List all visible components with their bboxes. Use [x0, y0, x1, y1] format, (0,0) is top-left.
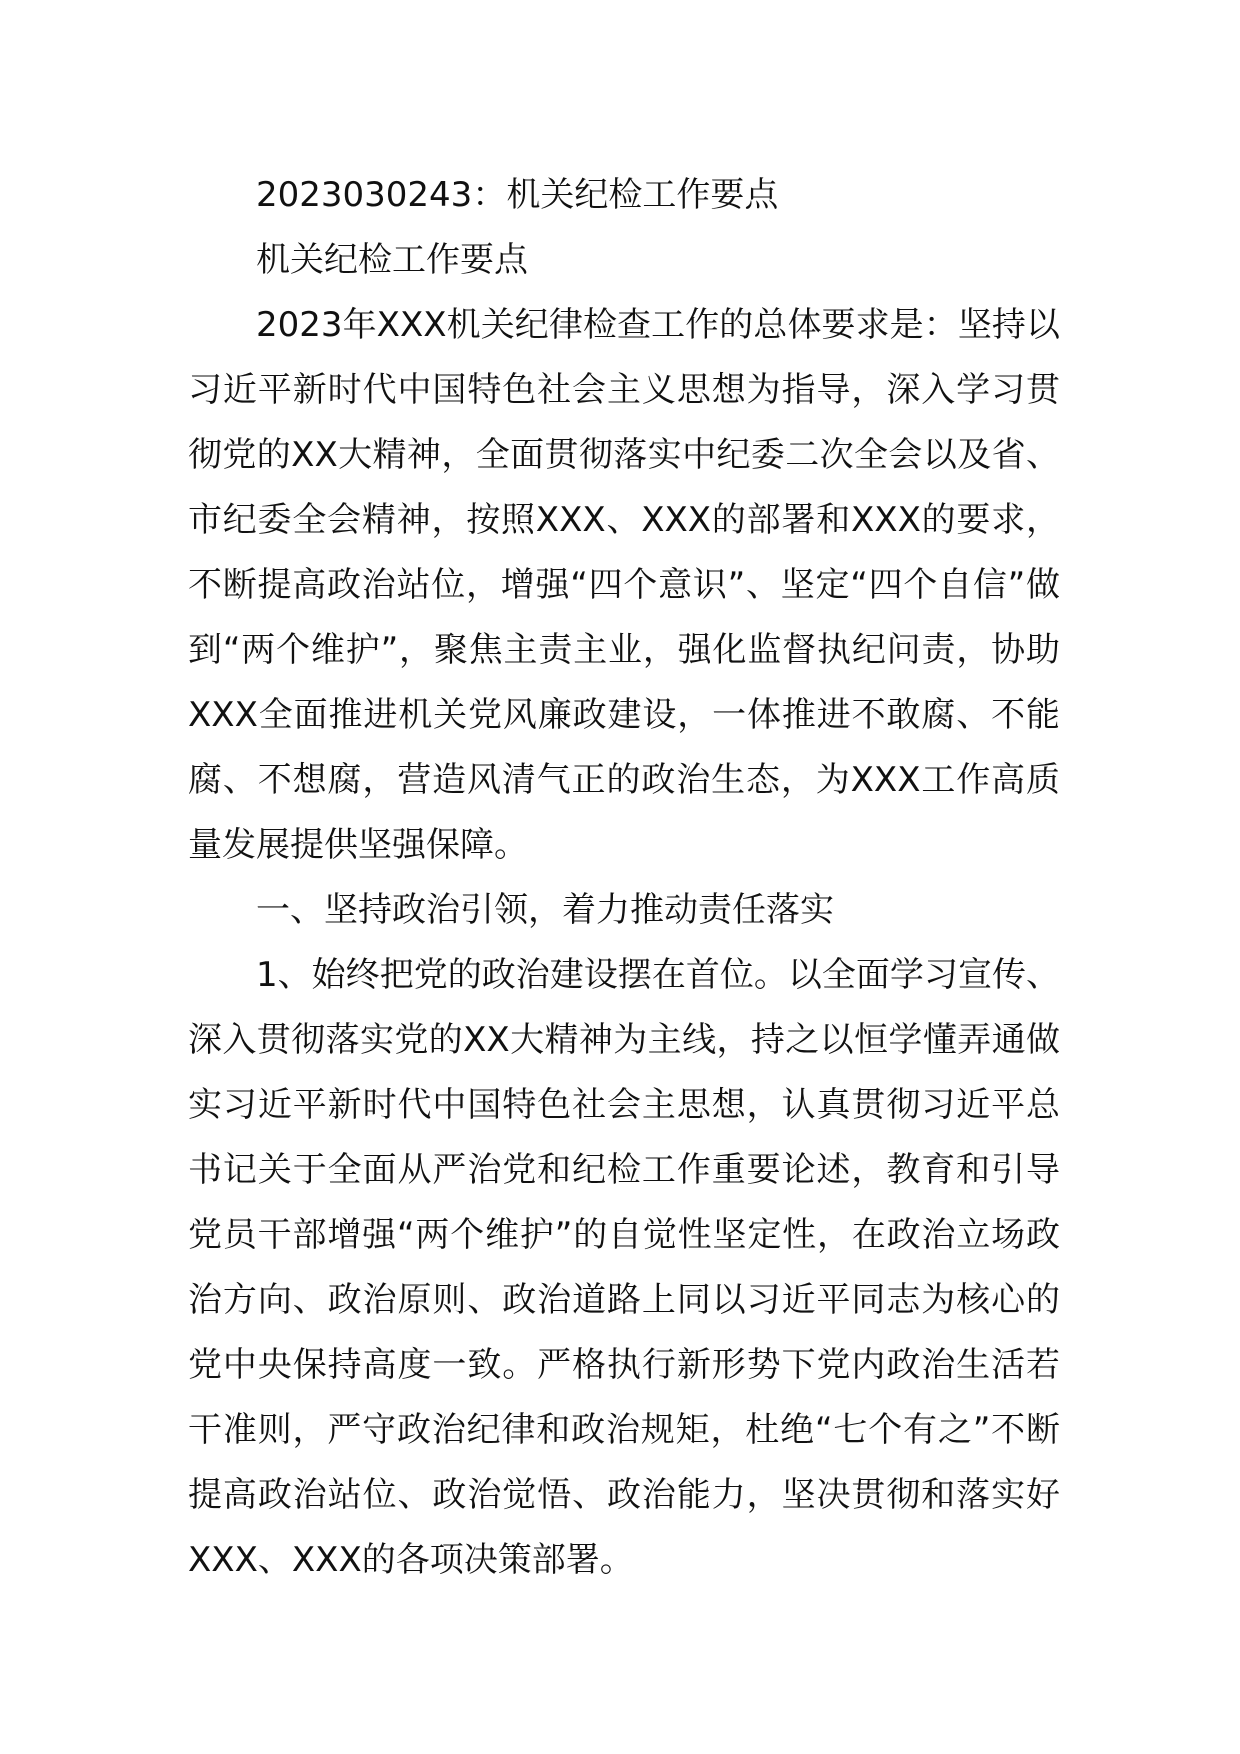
document-title: 机关纪检工作要点: [256, 240, 528, 280]
intro-paragraph: 2023年XXX机关纪律检查工作的总体要求是：坚持以习近平新时代中国特色社会主义思想为指导，深入学习贯彻党的XX大精神，全面贯彻落实中纪委二次全会以及省、市纪委全会精神，按照XXX、XXX的部署和XXX的要求，不断提高政治站位，增强“四个意识”、坚定“四个自信”做到“两个维护”，聚焦主责主业，强化监督执纪问责，协助XXX全面推进机关党风廉政建设，一体推进不敢腐、不能腐、不想腐，营造风清气正的政治生态，为XXX工作高质量发展提供坚强保障。: [188, 305, 1060, 865]
document-body: [188, 163, 1060, 1593]
section-one-heading: 一、坚持政治引领，着力推动责任落实: [256, 890, 834, 930]
item-one-paragraph: 1、始终把党的政治建设摆在首位。以全面学习宣传、深入贯彻落实党的XX大精神为主线，持之以恒学懂弄通做实习近平新时代中国特色社会主思想，认真贯彻习近平总书记关于全面从严治党和纪检工作重要论述，教育和引导党员干部增强“两个维护”的自觉性坚定性，在政治立场政治方向、政治原则、政治道路上同以习近平同志为核心的党中央保持高度一致。严格执行新形势下党内政治生活若干准则，严守政治纪律和政治规矩，杜绝“七个有之”不断提高政治站位、政治觉悟、政治能力，坚决贯彻和落实好XXX、XXX的各项决策部署。: [188, 955, 1060, 1580]
document-number-heading: 2023030243：机关纪检工作要点: [256, 175, 779, 215]
